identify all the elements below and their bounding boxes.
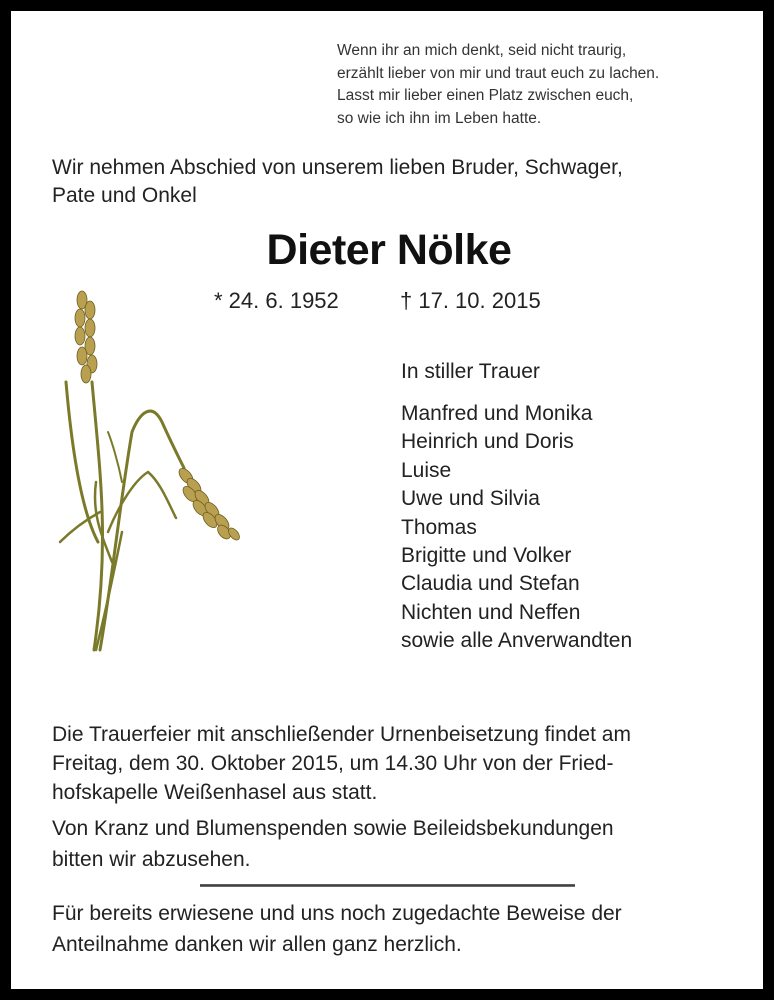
death-date: † 17. 10. 2015 [400, 288, 541, 313]
intro-text [52, 154, 752, 210]
mourner-name: Heinrich und Doris [401, 430, 574, 454]
flowers-line: Von Kranz und Blumenspenden sowie Beileidsbekundungen [52, 817, 614, 840]
poem-line: Wenn ihr an mich denkt, seid nicht traurig, [337, 42, 627, 59]
mourner-list [401, 400, 632, 656]
poem-line: Lasst mir lieber einen Platz zwischen euch, [337, 87, 634, 104]
poem-line: erzählt lieber von mir und traut euch zu lachen. [337, 64, 660, 82]
mourner-name: Claudia und Stefan [401, 572, 580, 596]
mourner-name: Uwe und Silvia [401, 487, 540, 511]
intro-line: Pate und Onkel [52, 184, 197, 207]
divider-line [200, 884, 575, 887]
birth-date: * 24. 6. 1952 [214, 288, 339, 313]
poem-verse [337, 40, 757, 130]
mourner-name: sowie alle Anverwandten [401, 629, 633, 653]
thanks-line: Anteilnahme danken wir allen ganz herzlich. [52, 933, 462, 956]
mourner-name: Thomas [401, 515, 477, 539]
flowers-line: bitten wir abzusehen. [52, 848, 251, 871]
ceremony-line: Freitag, dem 30. Oktober 2015, um 14.30 Uhr von der Fried- [52, 752, 614, 775]
mourner-name: Luise [401, 458, 452, 482]
mourner-name: Nichten und Neffen [401, 600, 581, 624]
wheat-icon [52, 282, 252, 654]
thanks-line: Für bereits erwiesene und uns noch zugedachte Beweise der [52, 902, 622, 925]
deceased-name: Dieter Nölke [266, 226, 512, 274]
mourner-name: Brigitte und Volker [401, 544, 572, 568]
flowers-note [52, 813, 752, 875]
ceremony-line: Die Trauerfeier mit anschließender Urnenbeisetzung findet am [52, 723, 631, 746]
poem-line: so wie ich ihn im Leben hatte. [337, 109, 542, 127]
thanks-note [52, 898, 752, 960]
ceremony-line: hofskapelle Weißenhasel aus statt. [52, 781, 378, 804]
mourner-name: Manfred und Monika [401, 402, 593, 425]
ceremony-info [52, 720, 752, 807]
mourning-heading: In stiller Trauer [401, 360, 540, 383]
intro-line: Wir nehmen Abschied von unserem lieben Bruder, Schwager, [52, 156, 623, 179]
